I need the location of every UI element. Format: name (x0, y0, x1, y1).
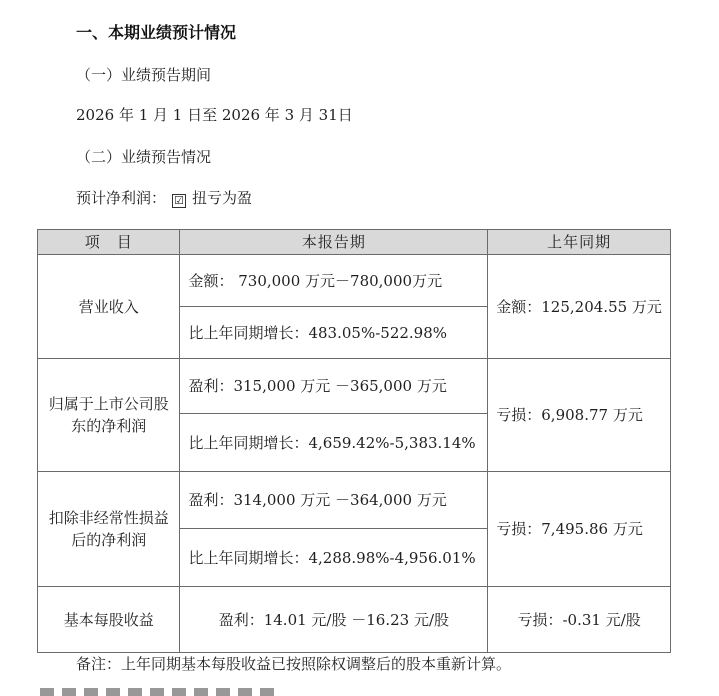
net-profit-label: 预计净利润： (76, 189, 167, 207)
footnote: 备注：上年同期基本每股收益已按照除权调整后的股本重新计算。 (76, 655, 512, 673)
row-item-eps: 基本每股收益 (38, 587, 180, 653)
adjusted-current-growth: 比上年同期增长：4,288.98%-4,956.01% (180, 529, 488, 587)
net-profit-current-growth: 比上年同期增长：4,659.42%-5,383.14% (180, 414, 488, 472)
adjusted-current-amount: 盈利：314,000 万元 －364,000 万元 (180, 472, 488, 529)
row-item-net-profit: 归属于上市公司股东的净利润 (38, 359, 180, 472)
revenue-current-growth: 比上年同期增长：483.05%-522.98% (180, 307, 488, 359)
forecast-subtitle: （二）业绩预告情况 (76, 148, 212, 166)
row-item-revenue: 营业收入 (38, 255, 180, 359)
header-item: 项 目 (38, 230, 180, 255)
table-row (38, 359, 671, 414)
eps-prior: 亏损：-0.31 元/股 (488, 587, 671, 653)
table-header-row (38, 230, 671, 255)
net-profit-current-amount: 盈利：315,000 万元 －365,000 万元 (180, 359, 488, 414)
table-row (38, 587, 671, 653)
section-heading: 一、本期业绩预计情况 (76, 23, 237, 42)
table-row (38, 472, 671, 529)
eps-current: 盈利：14.01 元/股 －16.23 元/股 (180, 587, 488, 653)
adjusted-prior: 亏损：7,495.86 万元 (488, 472, 671, 587)
period-subtitle: （一）业绩预告期间 (76, 66, 212, 84)
forecast-table (37, 229, 671, 653)
row-item-adjusted-net-profit: 扣除非经常性损益后的净利润 (38, 472, 180, 587)
header-current-period: 本报告期 (180, 230, 488, 255)
net-profit-value: 扭亏为盈 (192, 189, 253, 207)
net-profit-forecast (76, 187, 252, 208)
forecast-period: 2026 年 1 月 1 日至 2026 年 3 月 31日 (76, 106, 353, 124)
revenue-current-amount: 金额： 730,000 万元－780,000万元 (180, 255, 488, 307)
cropped-next-line (40, 688, 280, 696)
net-profit-prior: 亏损：6,908.77 万元 (488, 359, 671, 472)
table-row (38, 255, 671, 307)
header-prior-period: 上年同期 (488, 230, 671, 255)
revenue-prior: 金额：125,204.55 万元 (488, 255, 671, 359)
checked-box-icon: ☑ (172, 194, 186, 208)
